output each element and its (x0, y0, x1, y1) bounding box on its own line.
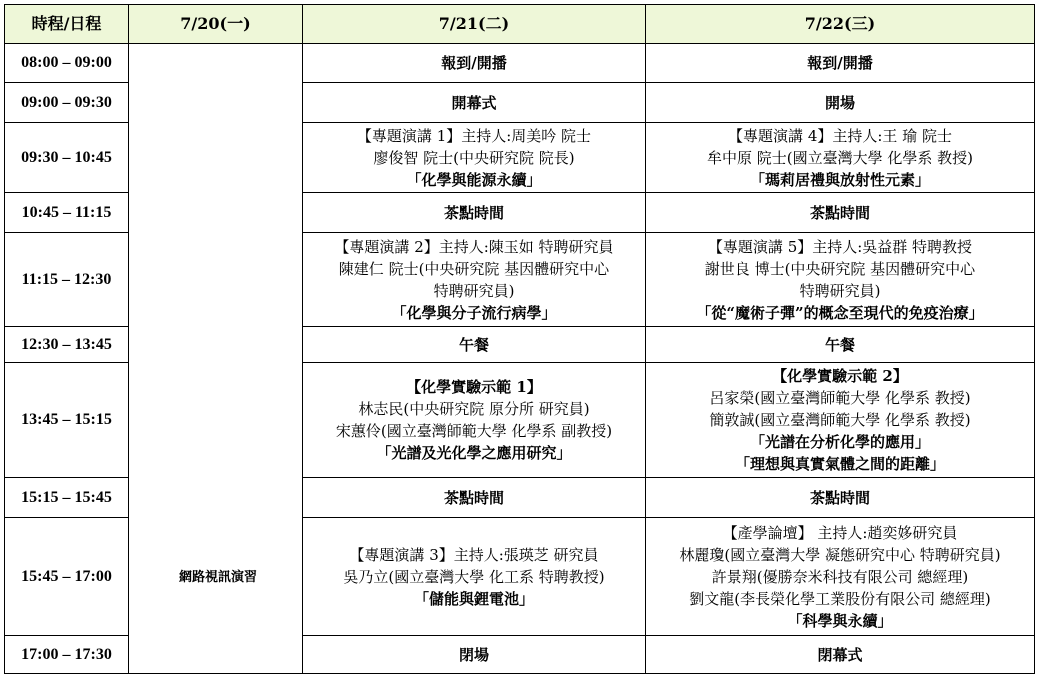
demo-presenter: 呂家榮(國立臺灣師範大學 化學系 教授) (709, 389, 971, 407)
forum-panelist: 劉文龍(李長榮化學工業股份有限公司 總經理) (689, 589, 991, 608)
keynote-speaker: 廖俊智 院士(中央研究院 院長) (373, 148, 575, 167)
day3-keynote-5 (646, 233, 1035, 327)
forum-panelist: 林麗瓊(國立臺灣大學 凝態研究中心 特聘研究員) (679, 545, 1001, 564)
day3-checkin: 報到/開播 (646, 44, 1035, 83)
keynote-title: 「瑪莉居禮與放射性元素」 (749, 170, 930, 189)
keynote-title: 「化學與能源永續」 (406, 170, 542, 189)
demo-title: 「理想與真實氣體之間的距離」 (734, 455, 945, 473)
day2-lunch: 午餐 (303, 327, 646, 363)
time-slot: 12:30 – 13:45 (5, 327, 129, 363)
day2-keynote-1 (303, 123, 646, 193)
time-slot: 10:45 – 11:15 (5, 193, 129, 233)
time-slot: 15:45 – 17:00 (5, 518, 129, 636)
day2-keynote-2 (303, 233, 646, 327)
day1-online-drill-label: 網路視訊演習 (178, 570, 257, 585)
day2-tea-break: 茶點時間 (303, 193, 646, 233)
demo-title: 「光譜及光化學之應用研究」 (376, 444, 572, 462)
forum-panelist: 許景翔(優勝奈米科技有限公司 總經理) (711, 567, 969, 586)
day2-tea-break-2: 茶點時間 (303, 478, 646, 518)
forum-host: 【產學論壇】 主持人:趙奕姼研究員 (722, 523, 958, 542)
header-row (5, 5, 1035, 44)
day3-tea-break: 茶點時間 (646, 193, 1035, 233)
keynote-title: 「儲能與鋰電池」 (413, 589, 534, 608)
demo-presenter: 簡敦誠(國立臺灣師範大學 化學系 教授) (709, 411, 971, 429)
time-slot: 15:15 – 15:45 (5, 478, 129, 518)
time-slot: 09:30 – 10:45 (5, 123, 129, 193)
header-day1: 7/20(一) (129, 5, 303, 44)
keynote-title: 「從“魔術子彈”的概念至現代的免疫治療」 (696, 303, 984, 322)
demo-heading: 【化學實驗示範 1】 (406, 378, 542, 396)
day2-keynote-3 (303, 518, 646, 636)
time-slot: 08:00 – 09:00 (5, 44, 129, 83)
header-time: 時程/日程 (5, 5, 129, 44)
keynote-speaker: 牟中原 院士(國立臺灣大學 化學系 教授) (706, 148, 973, 167)
time-slot: 11:15 – 12:30 (5, 233, 129, 327)
header-day3: 7/22(三) (646, 5, 1035, 44)
day3-opening: 開場 (646, 83, 1035, 123)
day3-keynote-4 (646, 123, 1035, 193)
header-day2: 7/21(二) (303, 5, 646, 44)
time-slot: 17:00 – 17:30 (5, 636, 129, 674)
keynote-title: 「化學與分子流行病學」 (391, 303, 557, 322)
keynote-speaker: 謝世良 博士(中央研究院 基因體研究中心 (704, 259, 976, 278)
keynote-speaker-cont: 特聘研究員) (433, 281, 515, 300)
demo-heading: 【化學實驗示範 2】 (772, 367, 908, 385)
forum-title: 「科學與永續」 (787, 611, 893, 630)
demo-presenter: 宋蕙伶(國立臺灣師範大學 化學系 副教授) (335, 422, 613, 440)
keynote-host: 【專題演講 4】主持人:王 瑜 院士 (728, 126, 952, 145)
time-slot: 09:00 – 09:30 (5, 83, 129, 123)
day2-closing: 閉場 (303, 636, 646, 674)
keynote-host: 【專題演講 3】主持人:張瑛芝 研究員 (349, 545, 599, 564)
day2-demo-1 (303, 363, 646, 478)
day3-lunch: 午餐 (646, 327, 1035, 363)
keynote-speaker-cont: 特聘研究員) (799, 281, 881, 300)
keynote-host: 【專題演講 5】主持人:吳益群 特聘教授 (707, 237, 973, 256)
schedule-row (5, 44, 1035, 83)
keynote-host: 【專題演講 2】主持人:陳玉如 特聘研究員 (334, 237, 614, 256)
time-slot: 13:45 – 15:15 (5, 363, 129, 478)
demo-title: 「光譜在分析化學的應用」 (749, 433, 930, 451)
keynote-speaker: 吳乃立(國立臺灣大學 化工系 特聘教授) (343, 567, 605, 586)
keynote-speaker: 陳建仁 院士(中央研究院 基因體研究中心 (338, 259, 610, 278)
keynote-host: 【專題演講 1】主持人:周美吟 院士 (356, 126, 592, 145)
day3-forum (646, 518, 1035, 636)
day3-tea-break-2: 茶點時間 (646, 478, 1035, 518)
day3-closing: 閉幕式 (646, 636, 1035, 674)
day2-opening: 開幕式 (303, 83, 646, 123)
day3-demo-2 (646, 363, 1035, 478)
day2-checkin: 報到/開播 (303, 44, 646, 83)
demo-presenter: 林志民(中央研究院 原分所 研究員) (358, 400, 590, 418)
